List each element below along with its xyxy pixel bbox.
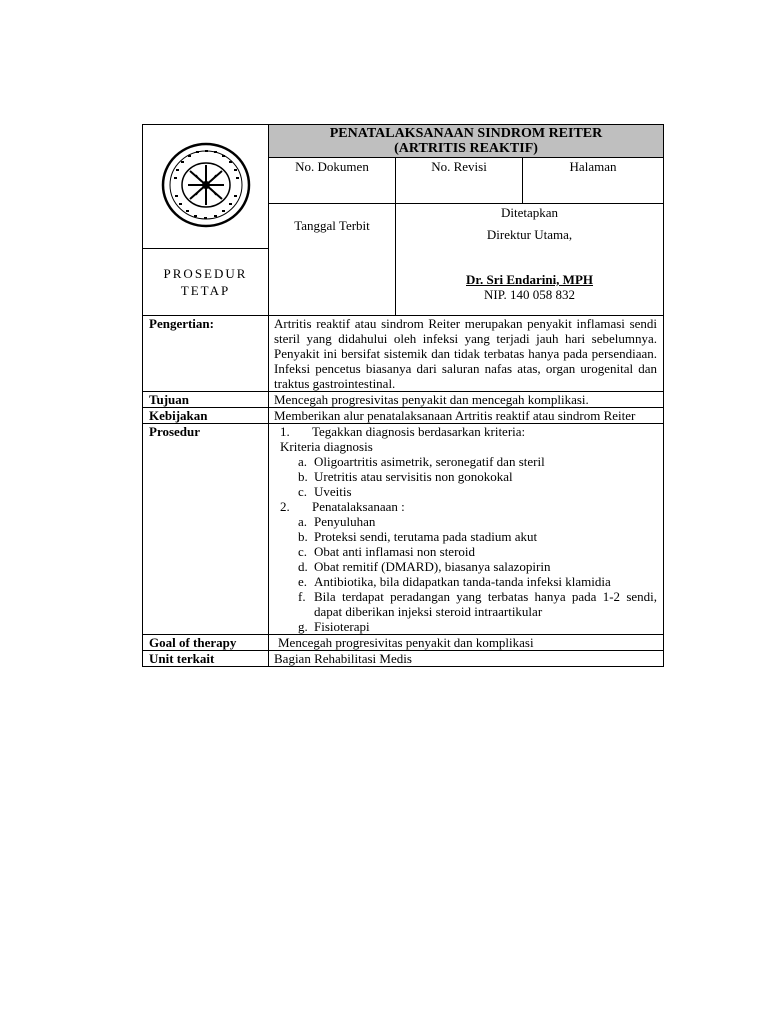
kriteria-item-text: Oligoartritis asimetrik, seronegatif dan steril bbox=[314, 454, 545, 469]
halaman-label: Halaman bbox=[569, 159, 617, 174]
prosedur-label-cell bbox=[143, 424, 269, 635]
unit-label: Unit terkait bbox=[149, 651, 215, 666]
pengertian-text-cell bbox=[269, 316, 664, 392]
tatalaksana-item-text: Antibiotika, bila didapatkan tanda-tanda infeksi klamidia bbox=[314, 574, 611, 589]
kriteria-list bbox=[274, 454, 657, 499]
pengertian-label-cell bbox=[143, 316, 269, 392]
kebijakan-label: Kebijakan bbox=[149, 408, 208, 423]
step-1 bbox=[274, 424, 657, 439]
prosedur-steps-cell bbox=[269, 424, 664, 635]
tatalaksana-item-letter: g. bbox=[298, 619, 308, 634]
tatalaksana-item-letter: b. bbox=[298, 529, 308, 544]
kriteria-item-text: Uveitis bbox=[314, 484, 352, 499]
kriteria-item bbox=[274, 484, 657, 499]
tatalaksana-item-letter: f. bbox=[298, 589, 306, 604]
tujuan-label-cell bbox=[143, 392, 269, 408]
goal-label: Goal of therapy bbox=[149, 635, 237, 650]
document-title bbox=[269, 125, 664, 158]
no-revisi-cell bbox=[396, 158, 523, 204]
goal-text-cell bbox=[269, 635, 664, 651]
tatalaksana-item bbox=[274, 559, 657, 574]
kriteria-item-letter: a. bbox=[298, 454, 308, 469]
tanggal-terbit-cell bbox=[269, 204, 396, 316]
kriteria-item-text: Uretritis atau servisitis non gonokokal bbox=[314, 469, 513, 484]
goal-text: Mencegah progresivitas penyakit dan komplikasi bbox=[278, 635, 534, 650]
tatalaksana-item-text: Fisioterapi bbox=[314, 619, 370, 634]
step-1-number: 1. bbox=[280, 424, 290, 439]
prosedur-tetap-cell bbox=[143, 249, 269, 316]
prosedur-label: Prosedur bbox=[149, 424, 201, 439]
ditetapkan-label: Ditetapkan bbox=[500, 205, 559, 220]
step-1-text: Tegakkan diagnosis berdasarkan kriteria: bbox=[312, 424, 526, 439]
tanggal-terbit-label: Tanggal Terbit bbox=[294, 218, 370, 233]
no-dokumen-cell bbox=[269, 158, 396, 204]
tatalaksana-item-text: Obat remitif (DMARD), biasanya salazopirin bbox=[314, 559, 551, 574]
unit-text: Bagian Rehabilitasi Medis bbox=[274, 651, 412, 666]
kebijakan-label-cell bbox=[143, 408, 269, 424]
tatalaksana-item bbox=[274, 574, 657, 589]
no-dokumen-label: No. Dokumen bbox=[295, 159, 369, 174]
halaman-cell bbox=[523, 158, 664, 204]
kebijakan-text: Memberikan alur penatalaksanaan Artritis reaktif atau sindrom Reiter bbox=[274, 408, 636, 423]
signer-nip: NIP. 140 058 832 bbox=[484, 287, 576, 302]
tatalaksana-item-letter: e. bbox=[298, 574, 308, 589]
signer-name: Dr. Sri Endarini, MPH bbox=[466, 272, 594, 287]
step-2 bbox=[274, 499, 657, 514]
direktur-label: Direktur Utama, bbox=[486, 227, 573, 242]
kriteria-item bbox=[274, 454, 657, 469]
tatalaksana-item-letter: d. bbox=[298, 559, 308, 574]
tujuan-label: Tujuan bbox=[149, 392, 189, 407]
kriteria-item bbox=[274, 469, 657, 484]
tatalaksana-item bbox=[274, 589, 657, 619]
tatalaksana-item bbox=[274, 514, 657, 529]
tatalaksana-item bbox=[274, 619, 657, 634]
kriteria-item-letter: c. bbox=[298, 484, 308, 499]
title-line-2: (ARTRITIS REAKTIF) bbox=[394, 141, 538, 156]
tatalaksana-item-letter: c. bbox=[298, 544, 308, 559]
tatalaksana-item bbox=[274, 544, 657, 559]
hospital-seal-logo bbox=[160, 141, 252, 229]
prosedur-tetap-line-2: TETAP bbox=[180, 283, 231, 298]
goal-label-cell bbox=[143, 635, 269, 651]
prosedur-tetap-line-1: PROSEDUR bbox=[163, 266, 248, 281]
kriteria-label: Kriteria diagnosis bbox=[280, 439, 373, 454]
no-revisi-label: No. Revisi bbox=[431, 159, 487, 174]
step-2-text: Penatalaksanaan : bbox=[312, 499, 405, 514]
unit-text-cell bbox=[269, 651, 664, 667]
kriteria-item-letter: b. bbox=[298, 469, 308, 484]
tatalaksana-item-text: Proteksi sendi, terutama pada stadium akut bbox=[314, 529, 538, 544]
tatalaksana-item-text: Obat anti inflamasi non steroid bbox=[314, 544, 476, 559]
tatalaksana-item bbox=[274, 529, 657, 544]
tatalaksana-list bbox=[274, 514, 657, 634]
pengertian-text: Artritis reaktif atau sindrom Reiter merupakan penyakit inflamasi sendi steril yang didahului oleh infeksi yang terjadi jauh hari sebelumnya. Penyakit ini bersifat sistemik dan tidak terbatas hanya pada persendiaan. Infeksi pencetus biasanya dari saluran nafas atas, organ urogenital dan traktus gastrointestinal. bbox=[274, 316, 658, 391]
sop-table bbox=[142, 124, 664, 667]
title-line-1: PENATALAKSANAAN SINDROM REITER bbox=[329, 126, 603, 141]
pengertian-label: Pengertian: bbox=[149, 316, 214, 331]
logo-cell bbox=[143, 125, 269, 249]
step-2-number: 2. bbox=[280, 499, 290, 514]
kebijakan-text-cell bbox=[269, 408, 664, 424]
signature-cell bbox=[396, 204, 664, 316]
unit-label-cell bbox=[143, 651, 269, 667]
tujuan-text-cell bbox=[269, 392, 664, 408]
tatalaksana-item-text: Penyuluhan bbox=[314, 514, 376, 529]
sop-document bbox=[142, 124, 663, 667]
tatalaksana-item-letter: a. bbox=[298, 514, 308, 529]
tatalaksana-item-text: Bila terdapat peradangan yang terbatas hanya pada 1-2 sendi, dapat diberikan injeksi steroid intraartikular bbox=[314, 589, 658, 619]
tujuan-text: Mencegah progresivitas penyakit dan mencegah komplikasi. bbox=[274, 392, 589, 407]
